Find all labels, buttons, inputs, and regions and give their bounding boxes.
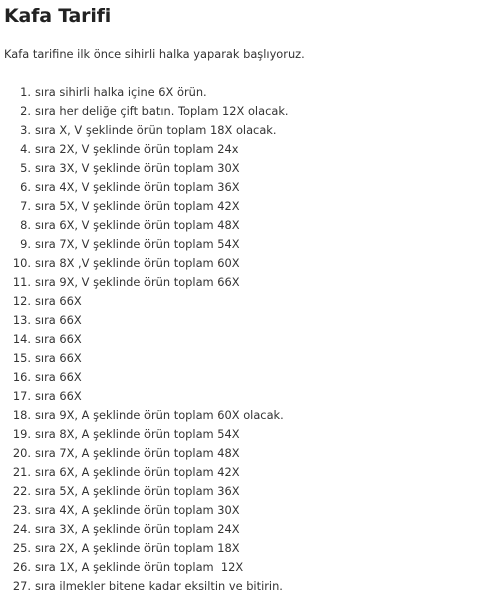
list-item — [4, 83, 492, 102]
list-item — [4, 121, 492, 140]
step-text: sıra 5X, A şeklinde örün toplam 36X — [35, 484, 240, 498]
step-text: sıra ilmekler bitene kadar eksiltin ve bitirin. — [35, 579, 283, 593]
step-number: 25. — [12, 541, 31, 555]
step-number: 26. — [12, 560, 31, 574]
step-number: 12. — [12, 294, 31, 308]
step-text: sıra 9X, V şeklinde örün toplam 66X — [35, 275, 240, 289]
list-item — [4, 406, 492, 425]
step-text: sıra 8X, A şeklinde örün toplam 54X — [35, 427, 240, 441]
step-number: 24. — [12, 522, 31, 536]
list-item — [4, 558, 492, 577]
step-text: sıra 5X, V şeklinde örün toplam 42X — [35, 199, 240, 213]
list-item — [4, 254, 492, 273]
step-number: 8. — [20, 218, 31, 232]
step-number: 20. — [12, 446, 31, 460]
page-title: Kafa Tarifi — [4, 5, 112, 27]
step-number: 5. — [20, 161, 31, 175]
list-item — [4, 387, 492, 406]
step-text: sıra 66X — [35, 294, 82, 308]
step-number: 6. — [20, 180, 31, 194]
list-item — [4, 216, 492, 235]
step-text: sıra 3X, V şeklinde örün toplam 30X — [35, 161, 240, 175]
step-number: 2. — [20, 104, 31, 118]
step-text: sıra 4X, V şeklinde örün toplam 36X — [35, 180, 240, 194]
step-text: sıra 4X, A şeklinde örün toplam 30X — [35, 503, 240, 517]
list-item — [4, 140, 492, 159]
step-text: sıra 66X — [35, 332, 82, 346]
list-item — [4, 311, 492, 330]
step-text: sıra sihirli halka içine 6X örün. — [35, 85, 207, 99]
step-number: 4. — [20, 142, 31, 156]
list-item — [4, 482, 492, 501]
list-item — [4, 444, 492, 463]
list-item — [4, 235, 492, 254]
step-text: sıra 66X — [35, 313, 82, 327]
step-number: 13. — [12, 313, 31, 327]
step-number: 16. — [12, 370, 31, 384]
step-text: sıra 66X — [35, 351, 82, 365]
step-text: sıra 2X, A şeklinde örün toplam 18X — [35, 541, 240, 555]
list-item — [4, 501, 492, 520]
step-number: 17. — [12, 389, 31, 403]
step-number: 14. — [12, 332, 31, 346]
list-item — [4, 292, 492, 311]
step-text: sıra 3X, A şeklinde örün toplam 24X — [35, 522, 240, 536]
step-number: 19. — [12, 427, 31, 441]
intro-paragraph: Kafa tarifine ilk önce sihirli halka yaparak başlıyoruz. — [4, 47, 305, 61]
step-number: 27. — [12, 579, 31, 593]
step-number: 18. — [12, 408, 31, 422]
step-text: sıra 1X, A şeklinde örün toplam 12X — [35, 560, 244, 574]
step-text: sıra X, V şeklinde örün toplam 18X olacak. — [35, 123, 277, 137]
list-item — [4, 330, 492, 349]
list-item — [4, 368, 492, 387]
step-text: sıra 66X — [35, 389, 82, 403]
step-number: 23. — [12, 503, 31, 517]
list-item — [4, 463, 492, 482]
step-number: 21. — [12, 465, 31, 479]
step-text: sıra 66X — [35, 370, 82, 384]
step-text: sıra 6X, V şeklinde örün toplam 48X — [35, 218, 240, 232]
step-number: 22. — [12, 484, 31, 498]
list-item — [4, 539, 492, 558]
step-number: 7. — [20, 199, 31, 213]
list-item — [4, 159, 492, 178]
step-text: sıra 2X, V şeklinde örün toplam 24x — [35, 142, 239, 156]
list-item — [4, 520, 492, 539]
step-text: sıra 7X, V şeklinde örün toplam 54X — [35, 237, 240, 251]
list-item — [4, 273, 492, 292]
steps-list — [4, 83, 492, 596]
list-item — [4, 178, 492, 197]
list-item — [4, 349, 492, 368]
step-text: sıra 9X, A şeklinde örün toplam 60X olacak. — [35, 408, 284, 422]
step-number: 15. — [12, 351, 31, 365]
list-item — [4, 425, 492, 444]
step-text: sıra 7X, A şeklinde örün toplam 48X — [35, 446, 240, 460]
list-item — [4, 102, 492, 121]
step-number: 3. — [20, 123, 31, 137]
step-text: sıra 6X, A şeklinde örün toplam 42X — [35, 465, 240, 479]
step-number: 9. — [20, 237, 31, 251]
list-item — [4, 577, 492, 596]
step-number: 10. — [12, 256, 31, 270]
list-item — [4, 197, 492, 216]
step-text: sıra her deliğe çift batın. Toplam 12X olacak. — [35, 104, 289, 118]
step-text: sıra 8X ,V şeklinde örün toplam 60X — [35, 256, 240, 270]
step-number: 1. — [20, 85, 31, 99]
step-number: 11. — [12, 275, 31, 289]
